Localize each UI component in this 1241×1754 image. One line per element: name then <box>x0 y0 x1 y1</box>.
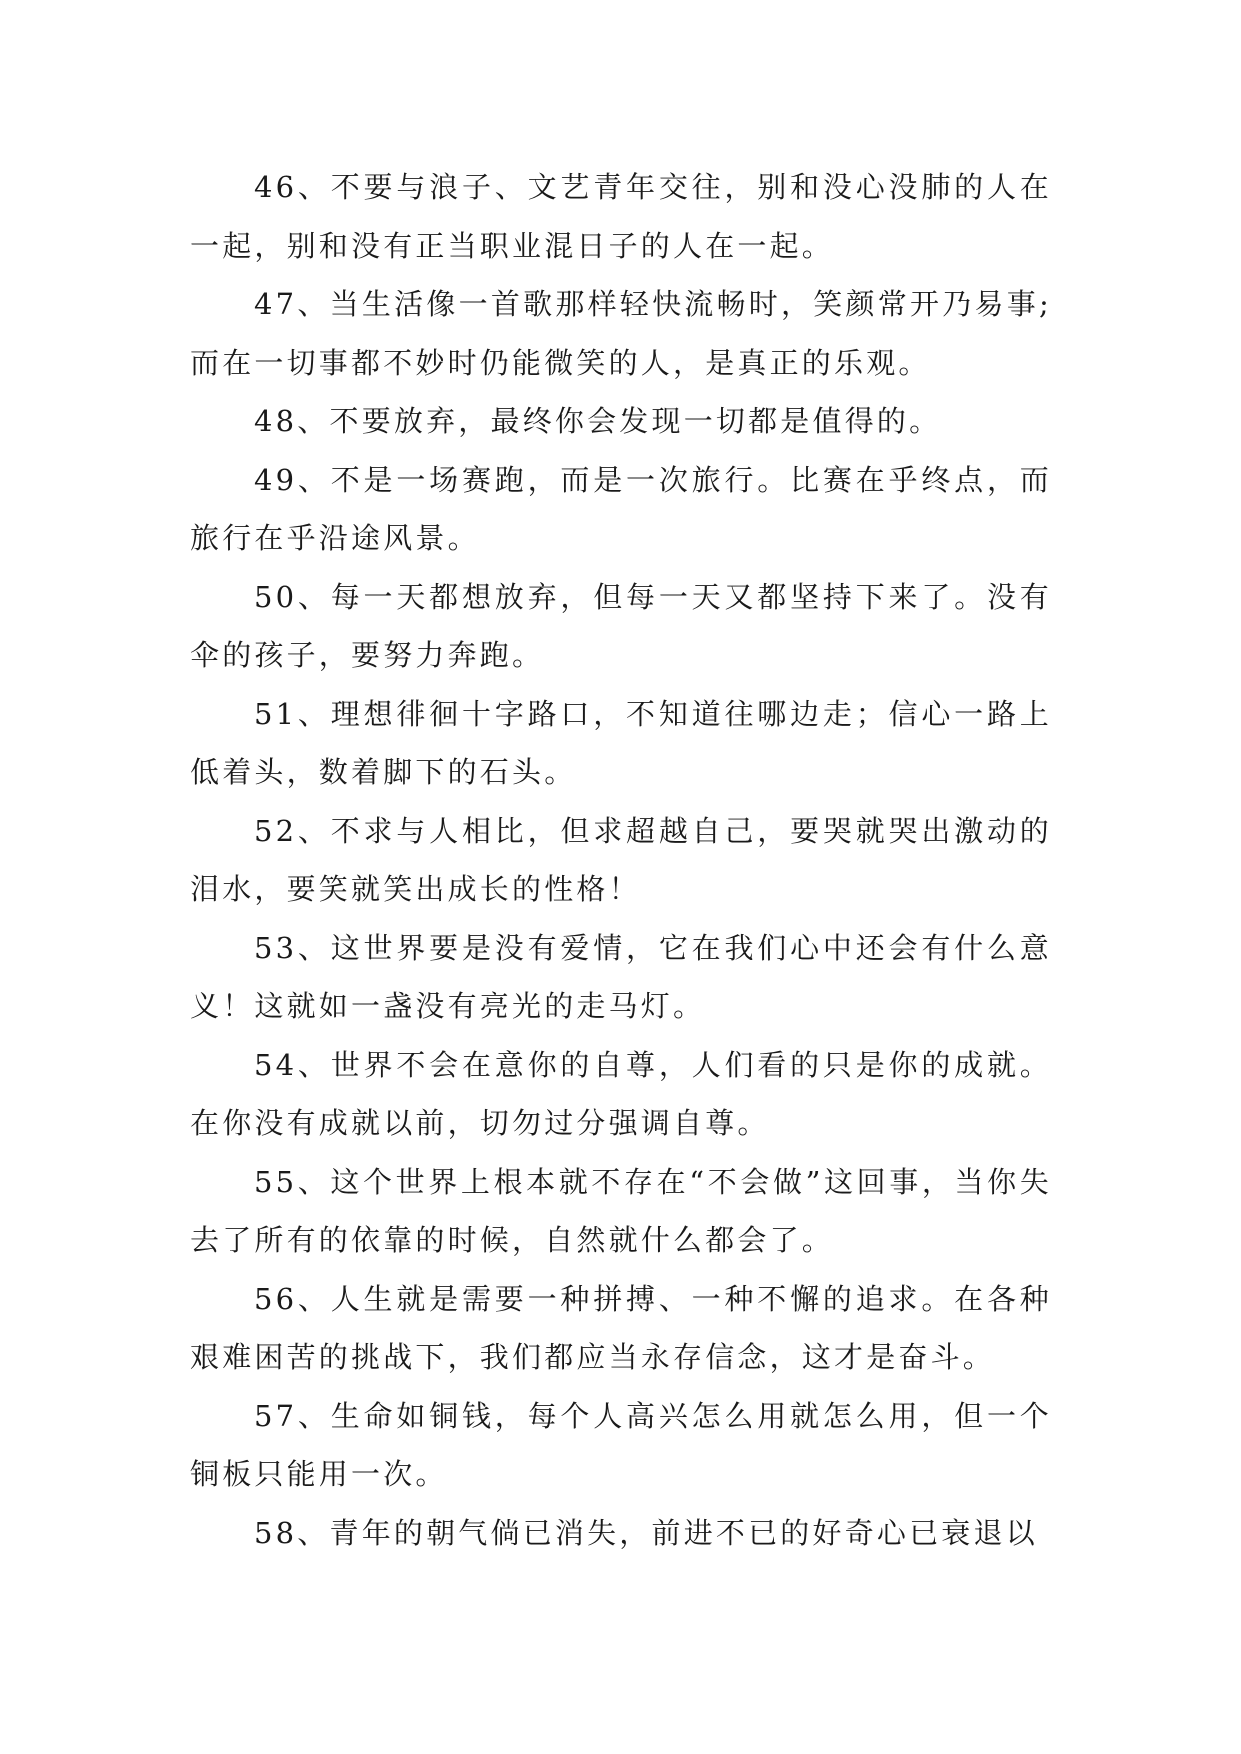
paragraph-51: 51、理想徘徊十字路口，不知道往哪边走；信心一路上低着头，数着脚下的石头。 <box>190 696 1052 789</box>
paragraph-46: 46、不要与浪子、文艺青年交往，别和没心没肺的人在一起，别和没有正当职业混日子的人在一起。 <box>190 170 1052 263</box>
paragraph-50: 50、每一天都想放弃，但每一天又都坚持下来了。没有伞的孩子，要努力奔跑。 <box>190 579 1052 672</box>
paragraph-57: 57、生命如铜钱，每个人高兴怎么用就怎么用，但一个铜板只能用一次。 <box>190 1398 1052 1491</box>
paragraph-49: 49、不是一场赛跑，而是一次旅行。比赛在乎终点，而旅行在乎沿途风景。 <box>190 462 1052 555</box>
paragraph-47: 47、当生活像一首歌那样轻快流畅时，笑颜常开乃易事;而在一切事都不妙时仍能微笑的人，是真正的乐观。 <box>190 287 1052 380</box>
document-body <box>190 158 1052 1562</box>
paragraph-58: 58、青年的朝气倘已消失，前进不已的好奇心已衰退以 <box>254 1515 1038 1550</box>
paragraph-56: 56、人生就是需要一种拼搏、一种不懈的追求。在各种艰难困苦的挑战下，我们都应当永存信念，这才是奋斗。 <box>190 1281 1052 1374</box>
paragraph-55: 55、这个世界上根本就不存在“不会做”这回事，当你失去了所有的依靠的时候，自然就什么都会了。 <box>190 1164 1052 1257</box>
paragraph-53: 53、这世界要是没有爱情，它在我们心中还会有什么意义！这就如一盏没有亮光的走马灯。 <box>190 930 1052 1023</box>
paragraph-48: 48、不要放弃，最终你会发现一切都是值得的。 <box>254 404 942 438</box>
paragraph-52: 52、不求与人相比，但求超越自己，要哭就哭出激动的泪水，要笑就笑出成长的性格！ <box>190 813 1052 906</box>
paragraph-54: 54、世界不会在意你的自尊，人们看的只是你的成就。在你没有成就以前，切勿过分强调自尊。 <box>190 1047 1052 1140</box>
